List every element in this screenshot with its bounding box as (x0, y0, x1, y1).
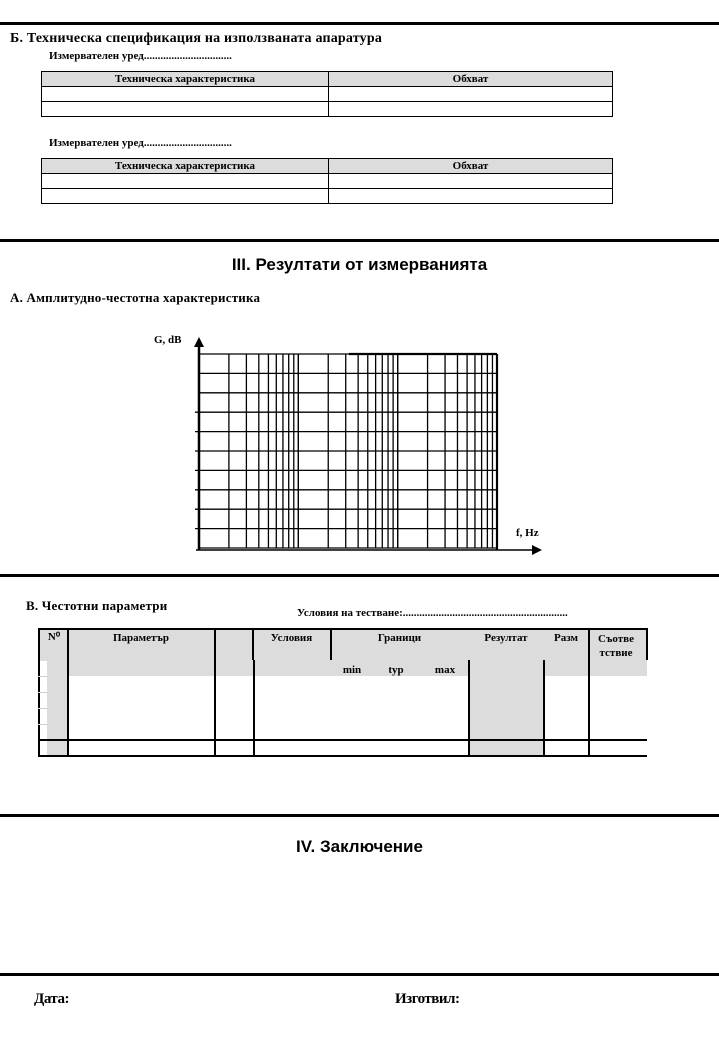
header-range: Обхват (329, 72, 613, 87)
header-min: min (342, 664, 362, 676)
x-axis-arrow-icon (532, 545, 542, 555)
instrument-label-1[interactable]: Измервателен уред................................ (49, 50, 232, 62)
header-characteristic: Техническа характеристика (42, 72, 329, 87)
conclusion-area[interactable] (0, 870, 719, 970)
header-result: Резултат (484, 632, 528, 644)
section-iii-title: III. Резултати от измерванията (231, 255, 488, 274)
test-conditions-field[interactable]: Условия на тестване:............................................................ (297, 607, 568, 619)
section-iv-title: IV. Заключение (296, 837, 423, 856)
section-divider (0, 814, 719, 817)
x-axis-label: f, Hz (516, 527, 539, 539)
section-divider (0, 574, 719, 577)
prepared-by-label: Изготвил: (395, 991, 460, 1007)
subsection-a-title: А. Амплитудно-честотна характеристика (10, 290, 261, 305)
header-limits: Граници (377, 632, 422, 644)
section-b-title: Б. Техническа спецификация на използваната апаратура (10, 31, 383, 46)
header-compliance: Съотве тствие (598, 633, 634, 659)
footer-divider (0, 973, 719, 976)
header-characteristic: Техническа характеристика (42, 159, 329, 174)
instrument-label-2[interactable]: Измервателен уред................................ (49, 137, 232, 149)
header-parameter: Параметър (113, 632, 169, 644)
header-unit: Разм (554, 632, 578, 644)
header-conditions: Условия (270, 632, 313, 644)
y-axis-arrow-icon (194, 337, 204, 347)
header-no: N⁰ (47, 631, 61, 643)
y-axis-label: G, dB (154, 334, 182, 346)
date-label: Дата: (34, 991, 69, 1007)
header-typ: typ (388, 664, 404, 676)
header-range: Обхват (329, 159, 613, 174)
header-max: max (434, 664, 456, 676)
subsection-v-title: В. Честотни параметри (26, 598, 168, 613)
params-table (38, 628, 647, 756)
